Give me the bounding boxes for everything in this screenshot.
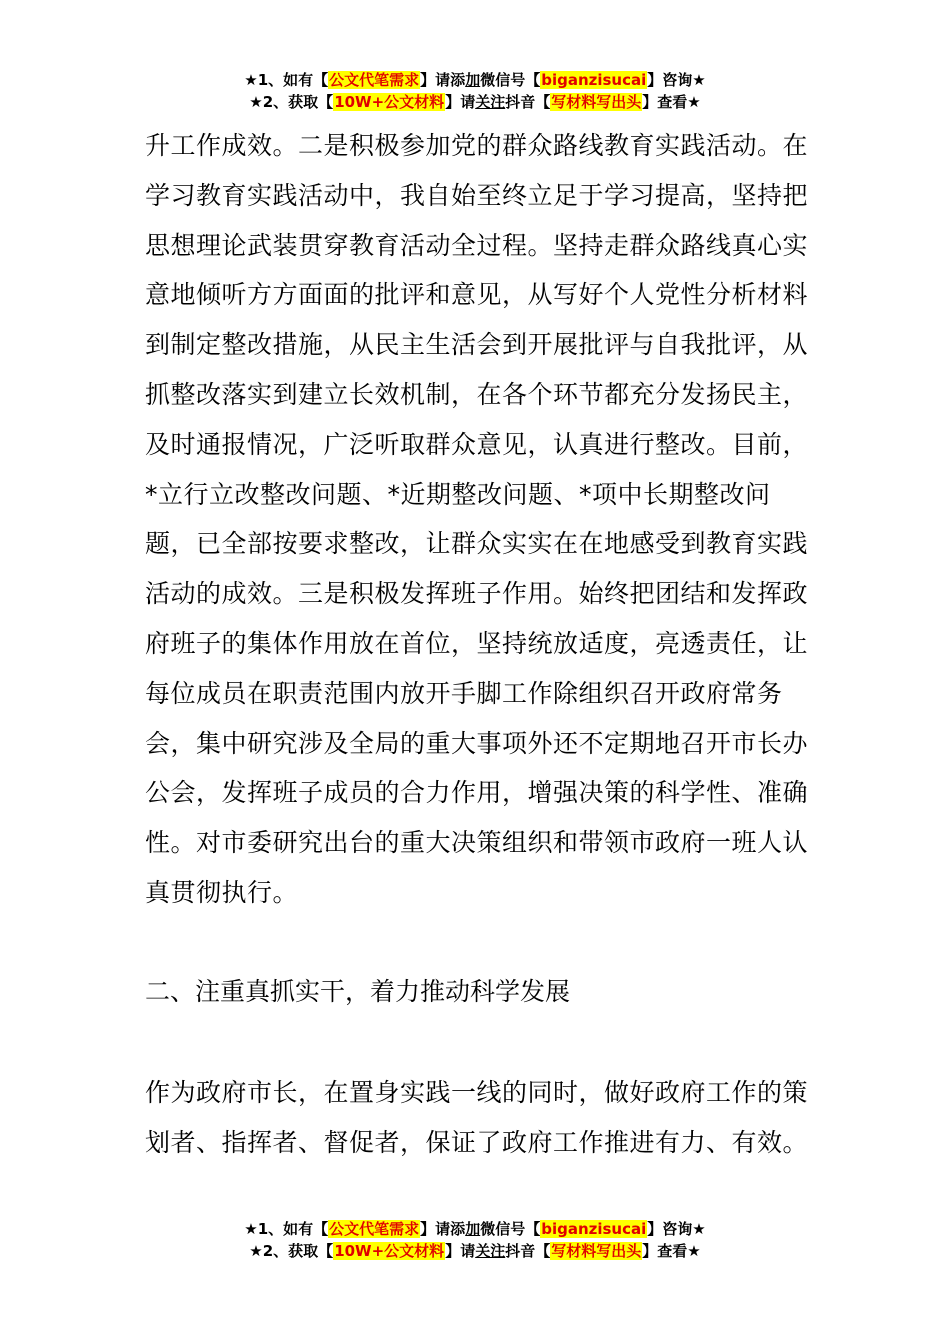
banner-line-1: [0, 1218, 950, 1240]
banner-text: 】咨询★: [647, 71, 706, 89]
highlight-douyin: 写材料写出头: [551, 1242, 642, 1260]
highlight-materials: 10W+公文材料: [334, 1242, 445, 1260]
banner-text: 关注: [475, 93, 506, 111]
banner-text: 加: [465, 1220, 481, 1238]
highlight-service: 公文代笔需求: [329, 1220, 420, 1238]
banner-text: ★1、如有【: [244, 1220, 329, 1238]
highlight-wechat-id: biganzisucai: [541, 71, 647, 89]
highlight-materials: 10W+公文材料: [334, 93, 445, 111]
banner-text: 】查看★: [642, 1242, 701, 1260]
paragraph-2: 作为政府市长，在置身实践一线的同时，做好政府工作的策划者、指挥者、督促者，保证了政府工作推进有力、有效。: [145, 1078, 809, 1157]
banner-text: ★2、获取【: [249, 93, 334, 111]
top-banner: [0, 69, 950, 113]
paragraph-1: 升工作成效。二是积极参加党的群众路线教育实践活动。在学习教育实践活动中，我自始至终立足于学习提高，坚持把思想理论武装贯穿教育活动全过程。坚持走群众路线真心实意地倾听方方面面的批评和意见，从写好个人党性分析材料到制定整改措施，从民主生活会到开展批评与自我批评，从抓整改落实到建立长效机制，在各个环节都充分发扬民主，及时通报情况，广泛听取群众意见，认真进行整改。目前，*立行立改整改问题、*近期整改问题、*项中长期整改问题，已全部按要求整改，让群众实实在在地感受到教育实践活动的成效。三是积极发挥班子作用。始终把团结和发挥政府班子的集体作用放在首位，坚持统放适度，亮透责任，让每位成员在职责范围内放开手脚工作除组织召开政府常务会，集中研究涉及全局的重大事项外还不定期地召开市长办公会，发挥班子成员的合力作用，增强决策的科学性、准确性。对市委研究出台的重大决策组织和带领市政府一班人认真贯彻执行。: [145, 131, 809, 907]
banner-text: 】请: [445, 93, 476, 111]
banner-text: 】请添: [420, 71, 466, 89]
banner-line-1: [0, 69, 950, 91]
section-heading: 二、注重真抓实干，着力推动科学发展: [145, 977, 571, 1006]
document-body: [145, 121, 810, 918]
bottom-banner: [0, 1218, 950, 1262]
banner-text: 】请添: [420, 1220, 466, 1238]
banner-line-2: [0, 91, 950, 113]
banner-text: 加: [465, 71, 481, 89]
banner-text: 】咨询★: [647, 1220, 706, 1238]
banner-text: ★2、获取【: [249, 1242, 334, 1260]
banner-text: 关注: [475, 1242, 506, 1260]
banner-text: 】请: [445, 1242, 476, 1260]
banner-text: 微信号【: [480, 71, 541, 89]
banner-text: ★1、如有【: [244, 71, 329, 89]
banner-text: 微信号【: [480, 1220, 541, 1238]
banner-line-2: [0, 1240, 950, 1262]
highlight-service: 公文代笔需求: [329, 71, 420, 89]
banner-text: 抖音【: [505, 1242, 551, 1260]
banner-text: 抖音【: [505, 93, 551, 111]
highlight-douyin: 写材料写出头: [551, 93, 642, 111]
banner-text: 】查看★: [642, 93, 701, 111]
highlight-wechat-id: biganzisucai: [541, 1220, 647, 1238]
